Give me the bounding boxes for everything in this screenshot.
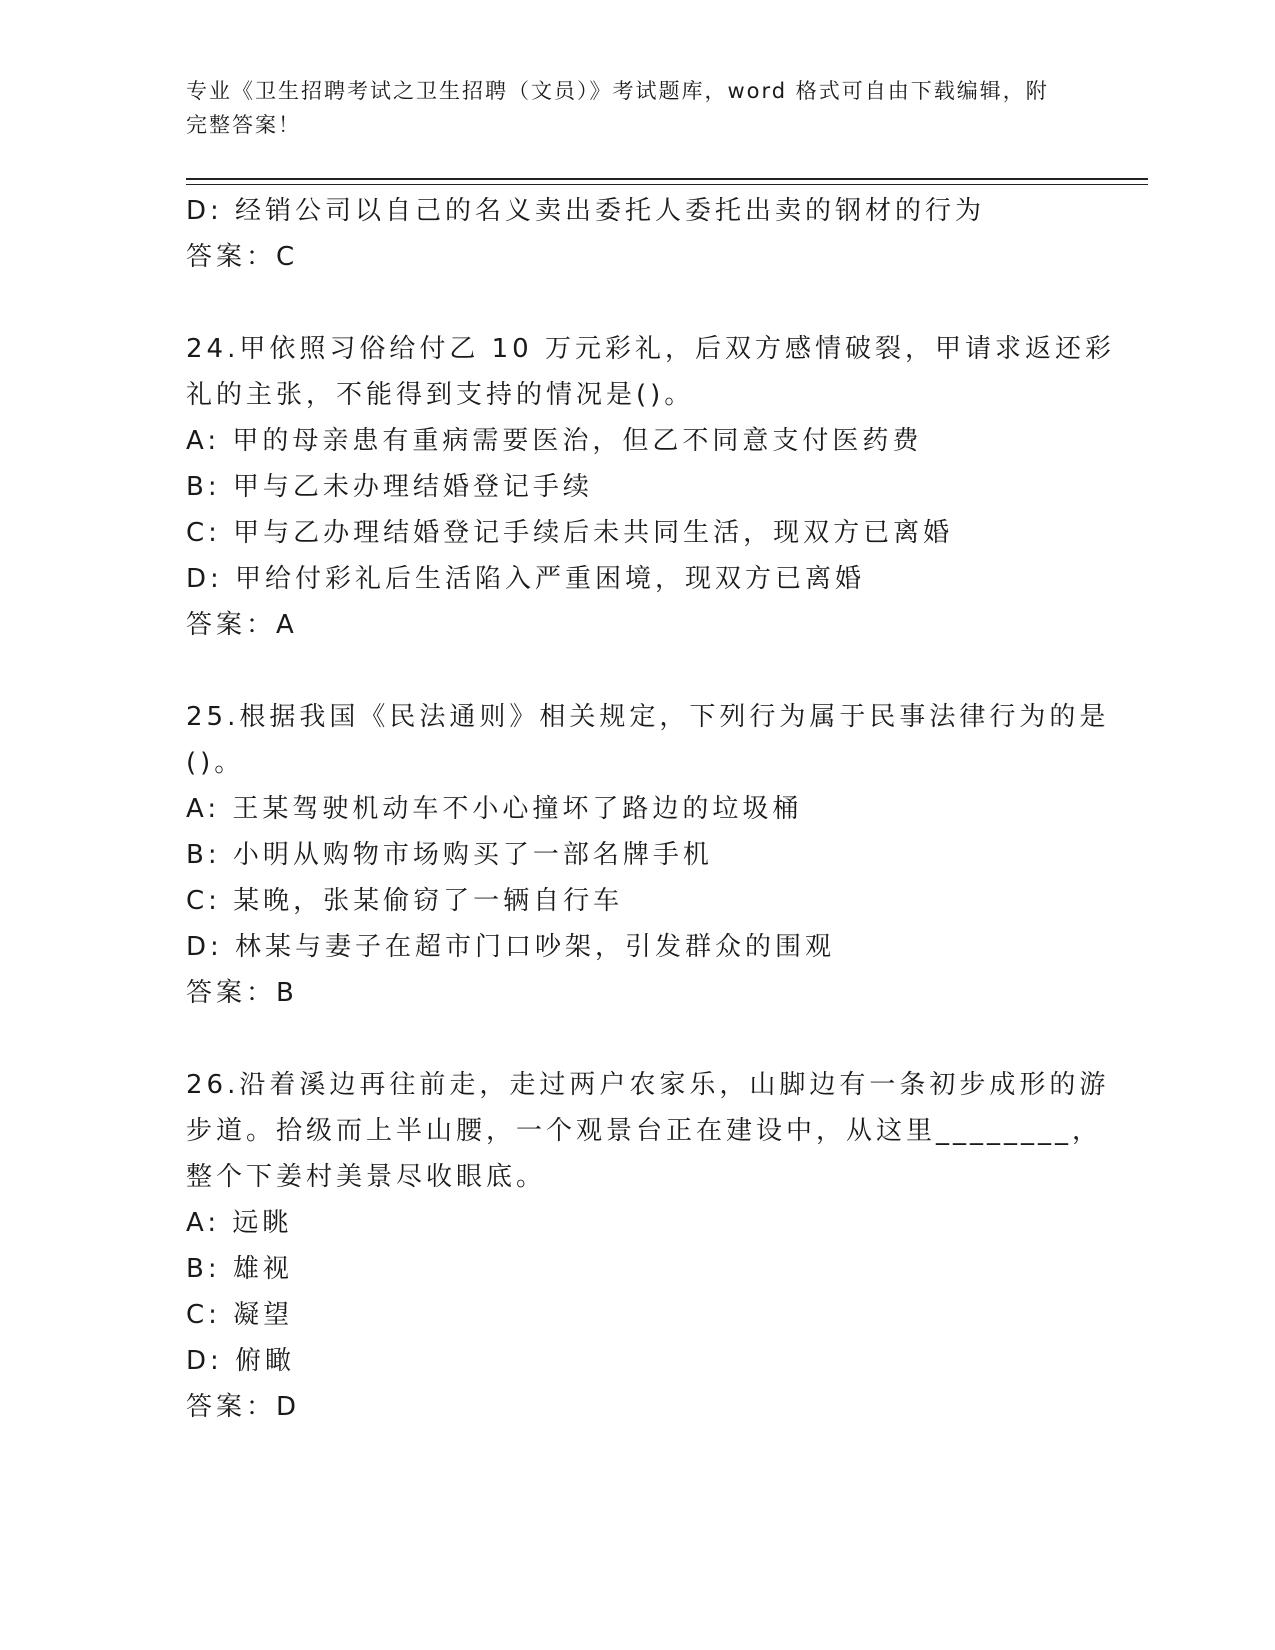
answer: 答案：A [186, 610, 298, 640]
continued-option-d: D: 经销公司以自己的名义卖出委托人委托出卖的钢材的行为 [186, 196, 986, 226]
answer: 答案：B [186, 978, 298, 1008]
spacer [186, 280, 1086, 326]
header-note: 专业《卫生招聘考试之卫生招聘（文员）》考试题库，word 格式可自由下载编辑，附完整答案！ [186, 79, 1049, 137]
question-25 [186, 694, 1110, 1016]
option-a: A: 甲的母亲患有重病需要医治，但乙不同意支付医药费 [186, 426, 923, 456]
option-d: D: 俯瞰 [186, 1346, 296, 1376]
question-stem: ()。 [186, 748, 245, 778]
header-rule-thick [186, 178, 1148, 180]
option-b: B: 甲与乙未办理结婚登记手续 [186, 472, 593, 502]
option-b: B: 小明从购物市场购买了一部名牌手机 [186, 840, 713, 870]
question-26 [186, 1062, 1110, 1430]
option-a: A: 远眺 [186, 1208, 293, 1238]
answer: 答案：D [186, 1392, 301, 1422]
option-b: B: 雄视 [186, 1254, 293, 1284]
question-stem: 步道。拾级而上半山腰，一个观景台正在建设中，从这里________， [186, 1116, 1103, 1146]
option-c: C: 甲与乙办理结婚登记手续后未共同生活，现双方已离婚 [186, 518, 954, 548]
option-c: C: 某晚，张某偷窃了一辆自行车 [186, 886, 624, 916]
question-stem: 26.沿着溪边再往前走，走过两户农家乐，山脚边有一条初步成形的游 [186, 1070, 1110, 1100]
option-d: D: 林某与妻子在超市门口吵架，引发群众的围观 [186, 932, 836, 962]
question-stem: 整个下姜村美景尽收眼底。 [186, 1162, 547, 1192]
option-d: D: 甲给付彩礼后生活陷入严重困境，现双方已离婚 [186, 564, 866, 594]
spacer [186, 648, 1086, 694]
option-c: C: 凝望 [186, 1300, 294, 1330]
question-24 [186, 326, 1115, 648]
question-stem: 礼的主张，不能得到支持的情况是()。 [186, 380, 695, 410]
option-a: A: 王某驾驶机动车不小心撞坏了路边的垃圾桶 [186, 794, 803, 824]
question-content [186, 188, 1115, 1430]
continued-answer: 答案：C [186, 242, 299, 272]
spacer [186, 1016, 1086, 1062]
question-stem: 25.根据我国《民法通则》相关规定，下列行为属于民事法律行为的是 [186, 702, 1110, 732]
header-rule-thin [186, 184, 1148, 185]
question-stem: 24.甲依照习俗给付乙 10 万元彩礼，后双方感情破裂，甲请求返还彩 [186, 334, 1115, 364]
